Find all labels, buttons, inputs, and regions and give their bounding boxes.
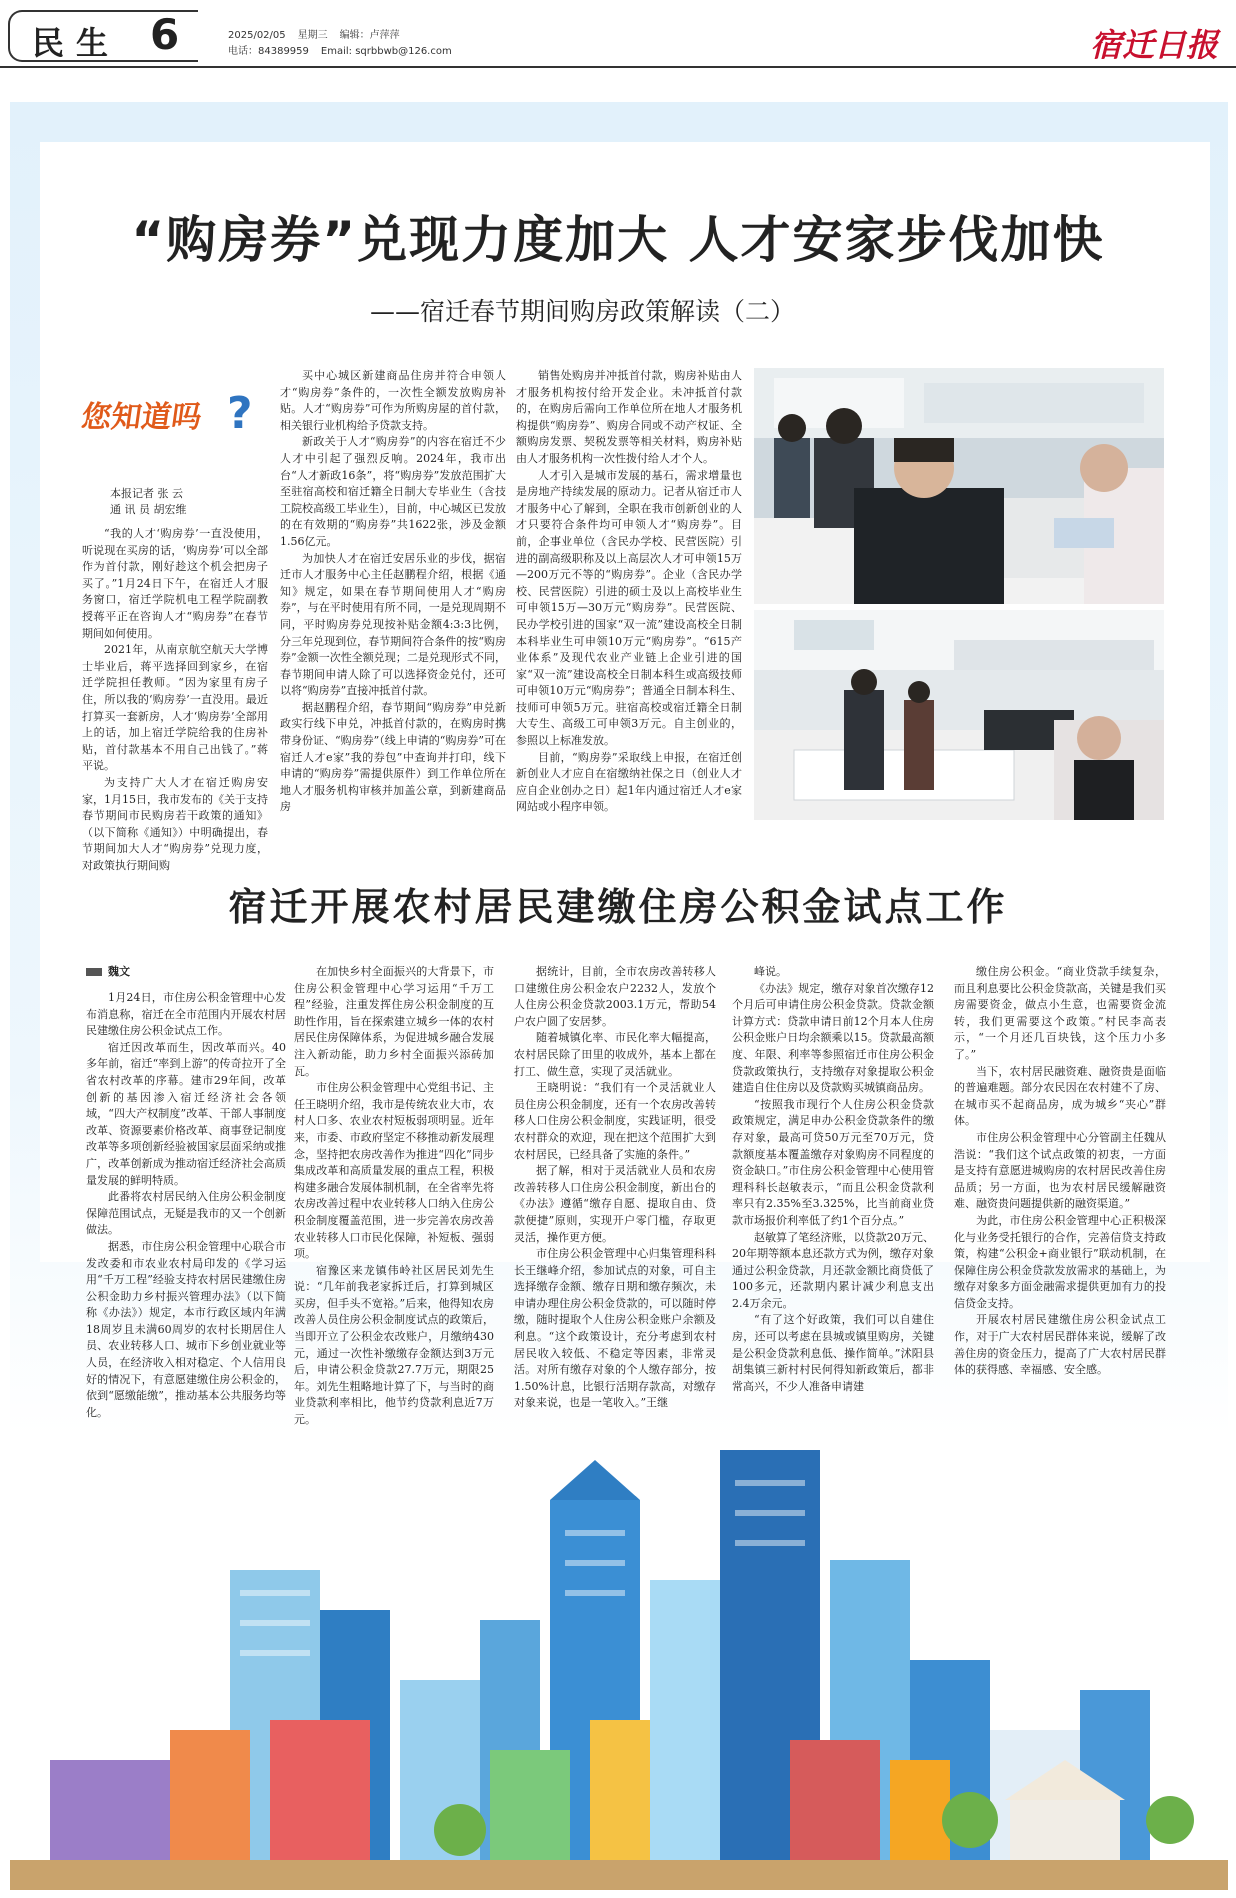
- phone: 电话：84389959: [228, 46, 309, 57]
- paragraph: 销售处购房并冲抵首付款，购房补贴由人才服务机构按付给开发企业。未冲抵首付款的，在购房后需向工作单位所在地人才服务机构提供“购房券”、购房合同或不动产权证、全额购房发票、契税发票等相关材料，购房补贴由人才服务机构一次性拨付给人才个人。: [516, 369, 742, 465]
- paragraph: “按照我市现行个人住房公积金贷款政策规定，满足申办公积金贷款条件的缴存对象，最高可贷50万元至70万元，贷款额度基本覆盖缴存对象购房不同程度的资金缺口。”市住房公积金管理中心使用管理科科长赵敏表示，“而且公积金贷款利率只有2.35%至3.325%，比当前商业贷款市场报价利率低了约1个百分点。”: [732, 1097, 934, 1227]
- paragraph: 新政关于人才“购房券”的内容在宿迁不少人才中引起了强烈反响。2024年，我市出台“人才新政16条”，将“购房券”发放范围扩大至驻宿高校和宿迁籍全日制大专毕业生（含技工院校高级工毕业生），目前，中心城区已发放的在有效期的“购房券”共1622张，涉及金额1.56亿元。: [280, 435, 506, 548]
- paragraph: 人才引入是城市发展的基石，需求增量也是房地产持续发展的原动力。记者从宿迁市人才服务中心了解到，全职在我市创新创业的人才只要符合条件均可申领人才“购房券”。目前，企事业单位（含民办学校、民营医院）引进的副高级职称及以上高层次人才可申领15万—200万元不等的“购房券”。企业（含民办学校、民营医院）引进的硕士及以上高校毕业生可申领15万—30万元“购房券”。民营医院、民办学校引进的国家“双一流”建设高校全日制本科毕业生可申领10万元“购房券”。“615产业体系”及现代农业产业链上企业引进的国家“双一流”建设高校全日制本科生或高级技师可申领10万元“购房券”；普通全日制本科生、技师可申领5万元。驻宿高校或宿迁籍全日制大专生、高级工可申领3万元。自主创业的，参照以上标准发放。: [516, 468, 742, 748]
- newspaper-logo: 宿迁日报: [1089, 26, 1218, 64]
- paragraph: 目前，“购房券”采取线上申报，在宿迁创新创业人才应自在宿缴纳社保之日（创业人才应自企业创办之日）起1年内通过宿迁人才e家网站或小程序申领。: [516, 750, 742, 814]
- paragraph: 在加快乡村全面振兴的大背景下，市住房公积金管理中心学习运用“千万工程”经验，注重发挥住房公积金制度的互助性作用，旨在探索建立城乡一体的农村居民住房保障体系，为促进城乡融合发展注入新动能，助力乡村全面振兴添砖加瓦。: [294, 965, 494, 1078]
- article2-column-4: [732, 964, 934, 1395]
- email: Email: sqrbbwb@126.com: [320, 46, 452, 57]
- paragraph: 当下，农村居民融资难、融资贵是面临的普遍难题。部分农民因在农村建不了房、在城市买不起商品房，成为城乡“夹心”群体。: [954, 1064, 1166, 1128]
- byline-correspondent: 通 讯 员 胡宏维: [110, 503, 187, 516]
- photo-service-counter-image: [754, 368, 1164, 604]
- byline-marker-icon: [86, 968, 102, 976]
- paragraph: 据赵鹏程介绍，春节期间“购房券”申兑新政实行线下申兑，冲抵首付款的，在购房时携带身份证、“购房券”（线上申请的“购房券”可在宿迁人才e家”我的券包”中查询并打印，线下申请的“购房券”需提供原件）到工作单位所在地人才服务机构审核并加盖公章，到新建商品房: [280, 700, 506, 814]
- article1-byline: [110, 486, 270, 518]
- badge-label: 您知道吗: [79, 400, 204, 435]
- article2-column-1: [86, 990, 286, 1421]
- article1-column-1: [82, 526, 268, 874]
- page-number: 6: [150, 10, 180, 59]
- paragraph: 市住房公积金管理中心党组书记、主任王晓明介绍，我市是传统农业大市，农村人口多、农业农村短板弱项明显。近年来，市委、市政府坚定不移推动新发展理念，坚持把农房改善作为推进“四化”同步集成改革和高质量发展的重点工程，积极构建多融合发展体制机制，在全省率先将农房改善过程中农业转移人口纳入住房公积金制度覆盖范围，进一步完善农房改善农业转移人口市民化保障，补短板、强弱项。: [294, 1081, 494, 1261]
- byline-author: 魏文: [108, 965, 130, 978]
- issue-weekday: 星期三: [297, 30, 328, 41]
- paragraph: 缴住房公积金。“商业贷款手续复杂，而且利息要比公积金贷款高，关键是我们买房需要资金，做点小生意，也需要资金流转，我们更需要这个政策。”村民李高表示，“一个月还几百块钱，这个压力小多了。”: [954, 965, 1166, 1061]
- article2-column-2: [294, 964, 494, 1429]
- article1-column-2: [280, 368, 506, 816]
- paragraph: 宿豫区来龙镇伟岭社区居民刘先生说：“几年前我老家拆迁后，打算到城区买房，但手头不宽裕。”后来，他得知农房改善人员住房公积金制度试点的政策后，当即开立了公积金农改账户，月缴纳430元，通过一次性补缴缴存金额达到3万元后，申请公积金贷款27.7万元，期限25年。刘先生粗略地计算了下，与当时的商业贷款利率相比，他节约贷款利息近7万元。: [294, 1263, 494, 1427]
- article1-title: “购房券”兑现力度加大 人才安家步伐加快: [131, 211, 1105, 269]
- byline-reporter: 本报记者 张 云: [110, 487, 183, 500]
- article2-column-5: [954, 964, 1166, 1379]
- article2-column-3: [514, 964, 716, 1412]
- photo-service-counter: [754, 368, 1164, 604]
- paragraph: 买中心城区新建商品住房并符合申领人才“购房券”条件的，一次性全额发放购房补贴。人才“购房券”可作为所购房屋的首付款，相关银行业机构给予贷款支持。: [280, 369, 506, 432]
- paragraph: 据统计，目前，全市农房改善转移人口建缴住房公积金农户2232人，发放个人住房公积金贷款2003.1万元，帮助54户农户圆了安居梦。: [514, 965, 716, 1028]
- paragraph: 此番将农村居民纳入住房公积金制度保障范围试点，无疑是我市的又一个创新做法。: [86, 1190, 286, 1237]
- paragraph: 据悉，市住房公积金管理中心联合市发改委和市农业农村局印发的《学习运用“千万工程”经验支持农村居民建缴住房公积金助力乡村振兴管理办法》（以下简称《办法》）规定，本市行政区域内年满18周岁且未满60周岁的农村长期居住人员、农业转移人口、城市下乡创业就业等人员，在经济收入相对稳定、个人信用良好的情况下，有意愿建缴住房公积金的，依到“愿缴能缴”，推动基本公共服务均等化。: [86, 1239, 286, 1419]
- paragraph: 为加快人才在宿迁安居乐业的步伐，据宿迁市人才服务中心主任赵鹏程介绍，根据《通知》规定，如果在春节期间使用人才“购房券”，与在平时使用有所不同，一是兑现周期不同，平时购房券兑现按补贴金额4:3:3比例，分三年兑现到位，春节期间符合条件的按“购房券”金额一次性全额兑现；二是兑现形式不同，春节期间申请人除了可以选择资金兑付，还可以将“购房券”直接冲抵首付款。: [280, 551, 506, 698]
- question-mark-icon: ?: [227, 388, 253, 439]
- paragraph: 随着城镇化率、市民化率大幅提高，农村居民除了田里的收成外，基本上都在打工、做生意，实现了灵活就业。: [514, 1031, 716, 1078]
- article1-column-3: [516, 368, 742, 816]
- paragraph: 开展农村居民建缴住房公积金试点工作，对于广大农村居民群体来说，缓解了改善住房的资金压力，提高了广大农村居民群体的获得感、幸福感、安全感。: [954, 1313, 1166, 1377]
- paragraph: “我的人才‘购房券’一直没使用，听说现在买房的话，‘购房券’可以全部作为首付款，刚好趁这个机会把房子买了。”1月24日下午，在宿迁人才服务窗口，宿迁学院机电工程学院副教授蒋平正在咨询人才“购房券”在春节期间如何使用。: [82, 527, 268, 640]
- city-skyline-illustration: [10, 1420, 1228, 1890]
- paragraph: 据了解，相对于灵活就业人员和农房改善转移人口住房公积金制度，新出台的《办法》遵循“缴存自愿、提取自由、贷款便捷”原则，实现开户零门槛，存取更灵活，操作更方便。: [514, 1164, 716, 1244]
- header-meta: [228, 28, 464, 60]
- paragraph: “有了这个好政策，我们可以自建住房，还可以考虑在县城或镇里购房，关键是公积金贷款利息低、操作简单。”沭阳县胡集镇三新村村民何得知新政策后，都非常高兴，不少人准备申请建: [732, 1313, 934, 1393]
- paragraph: 《办法》规定，缴存对象首次缴存12个月后可申请住房公积金贷款。贷款金额计算方式：贷款申请日前12个月本人住房公积金账户日均余额乘以15。贷款最高额度、年限、利率等参照宿迁市住房公积金贷款政策执行，支持缴存对象提取公积金建造自住住房以及贷款购买城镇商品房。: [732, 981, 934, 1095]
- paragraph: 王晓明说：“我们有一个灵活就业人员住房公积金制度，还有一个农房改善转移人口住房公积金制度，实践证明，很受农村群众的欢迎，现在把这个范围扩大到农村居民，已经具备了实施的条件。”: [514, 1081, 716, 1161]
- article2-byline: [86, 964, 206, 980]
- paragraph: 2021年，从南京航空航天大学博士毕业后，蒋平选择回到家乡，在宿迁学院担任教师。“因为家里有房子住，所以我的‘购房券’一直没用。最近打算买一套新房，人才‘购房券’全部用上的话，加上宿迁学院给我的住房补贴，首付款基本不用自己出钱了。”蒋平说。: [82, 643, 268, 773]
- paragraph: 赵敏算了笔经济账，以贷款20万元、20年期等额本息还款方式为例，缴存对象通过公积金贷款，月还款金额比商贷低了100多元，还款期内累计减少利息支出2.4万余元。: [732, 1230, 934, 1310]
- paragraph: 市住房公积金管理中心分管副主任魏从浩说：“我们这个试点政策的初衷，一方面是支持有意愿进城购房的农村居民改善住房品质；另一方面，也为农村居民缓解融资难、融资贵问题提供新的融资渠道。”: [954, 1130, 1166, 1211]
- article2-title: 宿迁开展农村居民建缴住房公积金试点工作: [228, 884, 1008, 929]
- page-header: [0, 0, 1236, 68]
- paragraph: 市住房公积金管理中心归集管理科科长王继峰介绍，参加试点的对象，可自主选择缴存金额、缴存日期和缴存频次，未申请办理住房公积金贷款的，可以随时停缴，随时提取个人住房公积金账户余额及利息。“这个政策设计，充分考虑到农村居民收入较低、不稳定等因素，非常灵活。对所有缴存对象的个人缴存部分，按1.50%计息，比银行活期存款高，对缴存对象来说，也是一笔收入。”王继: [514, 1247, 716, 1410]
- article1-subtitle: ——宿迁春节期间购房政策解读（二）: [370, 297, 796, 326]
- issue-date: 2025/02/05: [228, 30, 286, 41]
- photo-office-hall: [754, 610, 1164, 820]
- paragraph: 1月24日，市住房公积金管理中心发布消息称，宿迁在全市范围内开展农村居民建缴住房公积金试点工作。: [86, 991, 286, 1038]
- paragraph: 为支持广大人才在宿迁购房安家，1月15日，我市发布的《关于支持春节期间市民购房若干政策的通知》（以下简称《通知》）中明确提出，春节期间加大人才“购房券”兑现力度，对政策执行期间购: [82, 775, 268, 872]
- section-name: 民生: [32, 24, 121, 62]
- did-you-know-badge: [79, 388, 267, 442]
- photo-office-hall-image: [754, 610, 1164, 820]
- paragraph: 为此，市住房公积金管理中心正积极深化与业务受托银行的合作，完善信贷支持政策，构建“公积金+商业银行”联动机制，在保障住房公积金贷款发放需求的基础上，为缴存对象多方面金融需求提供更加有力的投信贷金支持。: [954, 1213, 1166, 1310]
- paragraph: 峰说。: [754, 965, 787, 978]
- editor: 编辑：卢萍萍: [339, 30, 400, 41]
- paragraph: 宿迁因改革而生，因改革而兴。40多年前，宿迁“率到上游”的传奇拉开了全省农村改革的序幕。建市29年间，改革创新的基因渗入宿迁经济社会各领域，“四大产权制度”改革、干部人事制度改革、资源要素价格改革、商事登记制度改革等多项创新经验被国家层面采纳或推广，改革创新成为推动宿迁经济社会高质量发展的鲜明特质。: [86, 1040, 286, 1187]
